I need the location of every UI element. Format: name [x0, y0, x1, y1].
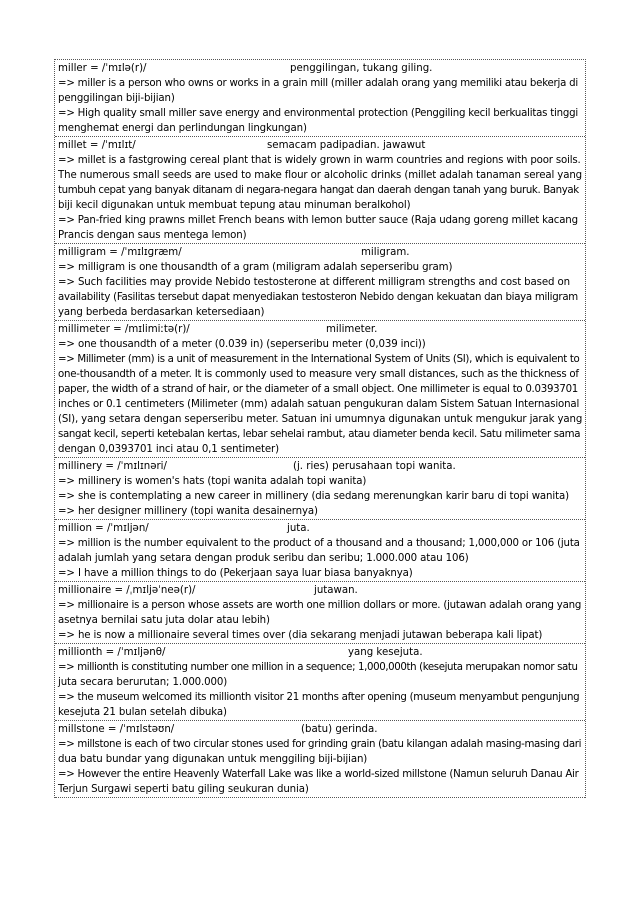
entry-line: menghemat energi dan perlindungan lingkungan) [58, 123, 307, 134]
entry-line: => the museum welcomed its millionth visitor 21 months after opening (museum menyambut pengunjung [58, 692, 580, 703]
entry-line: Prancis dengan saus mentega lemon) [58, 230, 247, 241]
entry-millstone [55, 721, 585, 798]
entry-line: => I have a million things to do (Pekerjaan saya luar biasa banyaknya) [58, 568, 413, 579]
entry-header [58, 138, 582, 153]
entry-line: yang berbeda berdasarkan ketersediaan) [58, 307, 265, 318]
translation: (j. ries) perusahaan topi wanita. [293, 461, 456, 472]
entry-line: dengan 0,0393701 inci atau 0,1 sentimeter) [58, 444, 279, 455]
entry-line: => millionth is constituting number one million in a sequence; 1,000,000th (kesejuta merupakan nomor satu [58, 662, 578, 673]
entry-header [58, 645, 582, 660]
entry-line: => he is now a millionaire several times over (dia sekarang menjadi jutawan beberapa kali lipat) [58, 630, 543, 641]
entry-line: paper, the width of a strand of hair, or the diameter of a small object. One millimeter is equal to 0.0393701 [58, 384, 579, 395]
entry-header [58, 722, 582, 737]
entry-millionaire [55, 582, 585, 644]
entry-line: Terjun Surgawi seperti batu giling seukuran dunia) [58, 784, 309, 795]
entry-line: => she is contemplating a new career in millinery (dia sedang merenungkan karir baru di topi wanita) [58, 491, 569, 502]
entry-millionth [55, 644, 585, 721]
translation: semacam padipadian. jawawut [267, 140, 426, 151]
headword: millet = /ˈmɪlɪt/ [58, 140, 136, 151]
entry-line: sangat kecil, seperti ketebalan kertas, lebar sehelai rambut, atau diameter benda kecil. Satu milimeter sama [58, 429, 581, 440]
entry-line: availability (Fasilitas tersebut dapat menyediakan testosteron Nebido dengan kekuatan dan biaya miligram [58, 292, 578, 303]
entry-line: => millet is a fastgrowing cereal plant that is widely grown in warm countries and regions with poor soils. [58, 155, 581, 166]
translation: miligram. [361, 247, 410, 258]
headword: millinery = /ˈmɪlɪnəri/ [58, 461, 167, 472]
headword: millionth = /ˈmɪljənθ/ [58, 647, 166, 658]
entry-line: juta secara berurutan; 1.000.000) [58, 677, 228, 688]
translation: juta. [287, 523, 310, 534]
entry-line: => million is the number equivalent to the product of a thousand and a thousand; 1,000,000 or 106 (juta [58, 538, 580, 549]
entry-miller [55, 60, 585, 137]
entry-milligram [55, 244, 585, 321]
entry-header [58, 583, 582, 598]
entry-line: => Pan-fried king prawns millet French beans with lemon butter sauce (Raja udang goreng millet kacang [58, 215, 578, 226]
headword: millstone = /ˈmɪlstəʊn/ [58, 724, 175, 735]
entry-line: => millstone is each of two circular stones used for grinding grain (batu kilangan adalah masing-masing dari [58, 739, 582, 750]
entry-line: => miller is a person who owns or works in a grain mill (miller adalah orang yang memiliki atau bekerja di [58, 78, 579, 89]
entry-line: => Millimeter (mm) is a unit of measurement in the International System of Units (SI), which is equivalent to [58, 354, 580, 365]
entry-million [55, 520, 585, 582]
entry-line: => her designer millinery (topi wanita desainernya) [58, 506, 318, 517]
translation: jutawan. [314, 585, 358, 596]
translation: penggilingan, tukang giling. [290, 63, 433, 74]
headword: millimeter = /mɪlimiːtə(r)/ [58, 324, 190, 335]
entry-header [58, 245, 582, 260]
headword: millionaire = /ˌmɪljəˈneə(r)/ [58, 585, 196, 596]
entry-header [58, 61, 582, 76]
entry-header [58, 521, 582, 536]
entry-line: => millionaire is a person whose assets are worth one million dollars or more. (jutawan adalah orang yang [58, 600, 582, 611]
headword: milligram = /ˈmɪlɪɡræm/ [58, 247, 182, 258]
headword: miller = /ˈmɪlə(r)/ [58, 63, 147, 74]
entry-line: => High quality small miller save energy and environmental protection (Penggiling kecil berkualitas tinggi [58, 108, 578, 119]
entry-line: (SI), yang setara dengan seperseribu meter. Satuan ini umumnya digunakan untuk mengukur jarak yang [58, 414, 583, 425]
entry-millinery [55, 458, 585, 520]
entry-line: tumbuh cepat yang banyak ditanam di negara-negara hangat dan daerah dengan tanah yang buruk. Banyak [58, 185, 579, 196]
entry-line: => millinery is women's hats (topi wanita adalah topi wanita) [58, 476, 367, 487]
headword: million = /ˈmɪljən/ [58, 523, 149, 534]
translation: (batu) gerinda. [301, 724, 378, 735]
entry-header [58, 459, 582, 474]
entry-line: asetnya bernilai satu juta dolar atau lebih) [58, 615, 270, 626]
entry-line: The numerous small seeds are used to make flour or alcoholic drinks (millet adalah tanaman sereal yang [58, 170, 583, 181]
translation: yang kesejuta. [348, 647, 423, 658]
entry-line: adalah jumlah yang setara dengan produk seribu dan seribu; 1.000.000 atau 106) [58, 553, 469, 564]
entry-line: kesejuta 21 bulan setelah dibuka) [58, 707, 227, 718]
entry-line: => one thousandth of a meter (0.039 in) (seperseribu meter (0,039 inci)) [58, 339, 426, 350]
dictionary-document [54, 59, 586, 798]
entry-header [58, 322, 582, 337]
entry-line: biji kecil digunakan untuk membuat tepung atau minuman beralkohol) [58, 200, 411, 211]
entry-line: inches or 0.1 centimeters (Milimeter (mm) adalah satuan pengukuran dalam Sistem Satuan Internasional [58, 399, 580, 410]
entry-line: penggilingan biji-bijian) [58, 93, 175, 104]
entry-line: one-thousandth of a meter. It is commonly used to measure very small distances, such as the thickness of [58, 369, 579, 380]
entry-millimeter [55, 321, 585, 458]
entry-millet [55, 137, 585, 244]
entry-line: => Such facilities may provide Nebido testosterone at different milligram strengths and cost based on [58, 277, 570, 288]
entry-line: => milligram is one thousandth of a gram (miligram adalah seperseribu gram) [58, 262, 453, 273]
entry-line: => However the entire Heavenly Waterfall Lake was like a world-sized millstone (Namun seluruh Danau Air [58, 769, 579, 780]
entry-line: dua batu bundar yang digunakan untuk menggiling biji-bijian) [58, 754, 368, 765]
translation: milimeter. [326, 324, 378, 335]
